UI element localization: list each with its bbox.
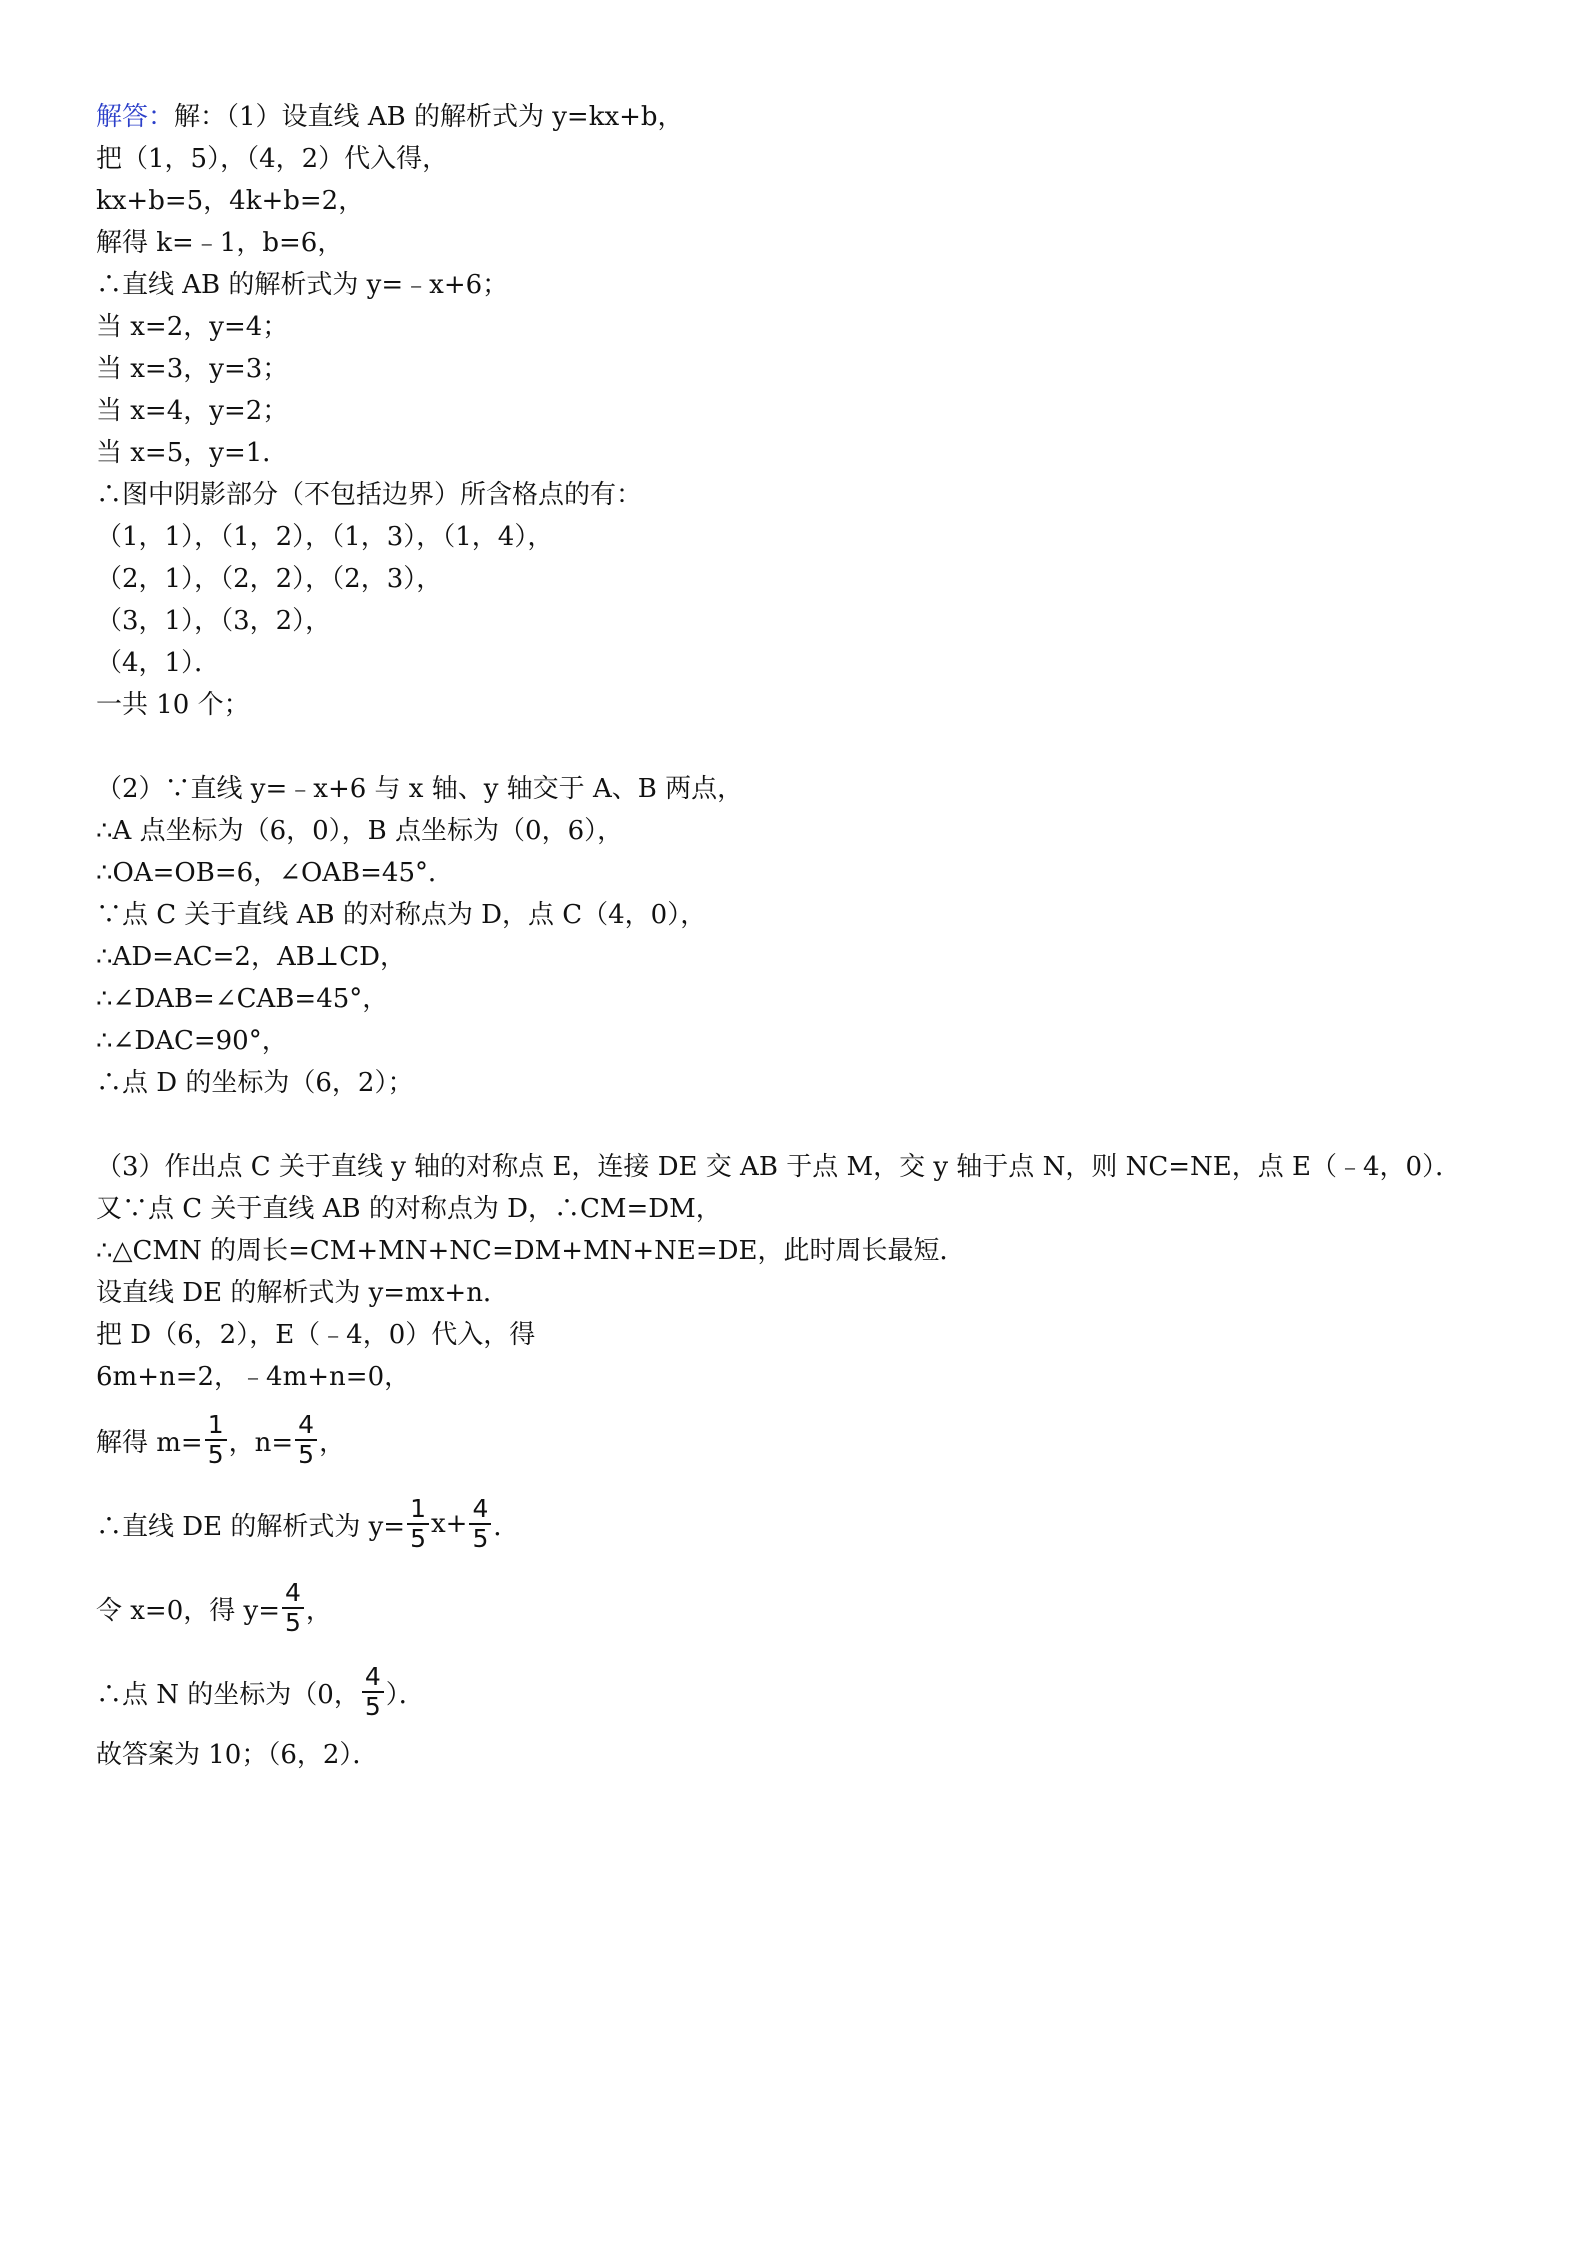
- part1-line-1: [96, 96, 1536, 138]
- final-answer: 故答案为 10；（6，2）．: [96, 1740, 379, 1770]
- part1-line-9: 当 x=5，y=1．: [96, 438, 289, 468]
- point-n-suffix: ）．: [385, 1679, 425, 1710]
- intercept-numerator: 4: [469, 1495, 491, 1525]
- part1-line-4: 解得 k=﹣1，b=6，: [96, 228, 344, 258]
- m-numerator: 1: [205, 1411, 227, 1441]
- part1-line-8: 当 x=4，y=2；: [96, 396, 289, 426]
- solve-prefix: 解得 m=: [96, 1427, 203, 1458]
- part2-line-5: ∴AD=AC=2，AB⊥CD，: [96, 942, 407, 972]
- y-value-fraction: [282, 1579, 304, 1637]
- point-n-line: [96, 1650, 1536, 1734]
- part2-line-6: ∴∠DAB=∠CAB=45°，: [96, 984, 389, 1014]
- part1-line-7: 当 x=3，y=3；: [96, 354, 289, 384]
- line-de-mid: x+: [431, 1509, 468, 1539]
- let-x0-prefix: 令 x=0，得 y=: [96, 1595, 280, 1626]
- slope-fraction: [407, 1495, 429, 1553]
- point-n-denominator: 5: [364, 1692, 381, 1721]
- line-de-prefix: ∴直线 DE 的解析式为 y=: [96, 1511, 406, 1542]
- part3-line-4: 设直线 DE 的解析式为 y=mx+n．: [96, 1278, 509, 1308]
- part1-line-1-text: 解：（1）设直线 AB 的解析式为 y=kx+b，: [174, 102, 684, 132]
- solve-suffix: ，: [319, 1427, 346, 1458]
- point-n-fraction: [362, 1663, 384, 1721]
- slope-denominator: 5: [410, 1524, 426, 1553]
- part1-line-15: 一共 10 个；: [96, 690, 250, 720]
- section-gap: [96, 726, 1536, 768]
- m-fraction: [205, 1411, 227, 1469]
- intercept-denominator: 5: [472, 1524, 489, 1553]
- part2-line-7: ∴∠DAC=90°，: [96, 1026, 288, 1056]
- part1-line-3: kx+b=5，4k+b=2，: [96, 186, 365, 216]
- n-fraction: [295, 1411, 317, 1469]
- part1-line-11: （1，1），（1，2），（1，3），（1，4），: [96, 522, 554, 552]
- part1-line-14: （4，1）．: [96, 648, 221, 678]
- section-gap: [96, 1104, 1536, 1146]
- n-numerator: 4: [295, 1411, 317, 1441]
- solve-m-n-line: [96, 1398, 1536, 1482]
- y-value-numerator: 4: [282, 1579, 304, 1609]
- part1-line-6: 当 x=2，y=4；: [96, 312, 289, 342]
- part2-line-2: ∴A 点坐标为（6，0），B 点坐标为（0，6），: [96, 816, 624, 846]
- part3-line-3: ∴△CMN 的周长=CM+MN+NC=DM+MN+NE=DE，此时周长最短．: [96, 1236, 966, 1266]
- part1-line-10: ∴图中阴影部分（不包括边界）所含格点的有：: [96, 480, 643, 510]
- part3-line-5: 把 D（6，2），E（﹣4，0）代入，得: [96, 1320, 536, 1350]
- let-x-zero-line: [96, 1566, 1536, 1650]
- let-x0-suffix: ，: [305, 1595, 332, 1626]
- solve-mid: ，n=: [228, 1427, 294, 1458]
- part2-line-4: ∵点 C 关于直线 AB 的对称点为 D，点 C（4，0），: [96, 900, 707, 930]
- point-n-prefix: ∴点 N 的坐标为（0，: [96, 1679, 360, 1710]
- m-denominator: 5: [207, 1440, 224, 1469]
- intercept-fraction: [469, 1495, 491, 1553]
- line-de-suffix: ．: [493, 1511, 520, 1542]
- point-n-numerator: 4: [362, 1663, 384, 1693]
- part2-line-1: （2）∵直线 y=﹣x+6 与 x 轴、y 轴交于 A、B 两点，: [96, 774, 744, 804]
- part2-line-8: ∴点 D 的坐标为（6，2）；: [96, 1068, 414, 1098]
- solution-document: [96, 96, 1536, 1776]
- part1-line-12: （2，1），（2，2），（2，3），: [96, 564, 443, 594]
- part1-line-13: （3，1），（3，2），: [96, 606, 332, 636]
- line-de-equation: [96, 1482, 1536, 1566]
- answer-label: 解答：: [96, 102, 175, 132]
- part1-line-2: 把（1，5），（4，2）代入得，: [96, 144, 449, 174]
- part3-line-1: （3）作出点 C 关于直线 y 轴的对称点 E，连接 DE 交 AB 于点 M，交 y 轴于点 N，则 NC=NE，点 E（﹣4，0）．: [96, 1152, 1462, 1182]
- part3-line-2: 又∵点 C 关于直线 AB 的对称点为 D，∴CM=DM，: [96, 1194, 722, 1224]
- y-value-denominator: 5: [285, 1608, 301, 1637]
- slope-numerator: 1: [407, 1495, 429, 1525]
- part2-line-3: ∴OA=OB=6，∠OAB=45°．: [96, 858, 455, 888]
- part1-line-5: ∴直线 AB 的解析式为 y=﹣x+6；: [96, 270, 509, 300]
- part3-line-6: 6m+n=2，﹣4m+n=0，: [96, 1362, 411, 1392]
- n-denominator: 5: [298, 1440, 315, 1469]
